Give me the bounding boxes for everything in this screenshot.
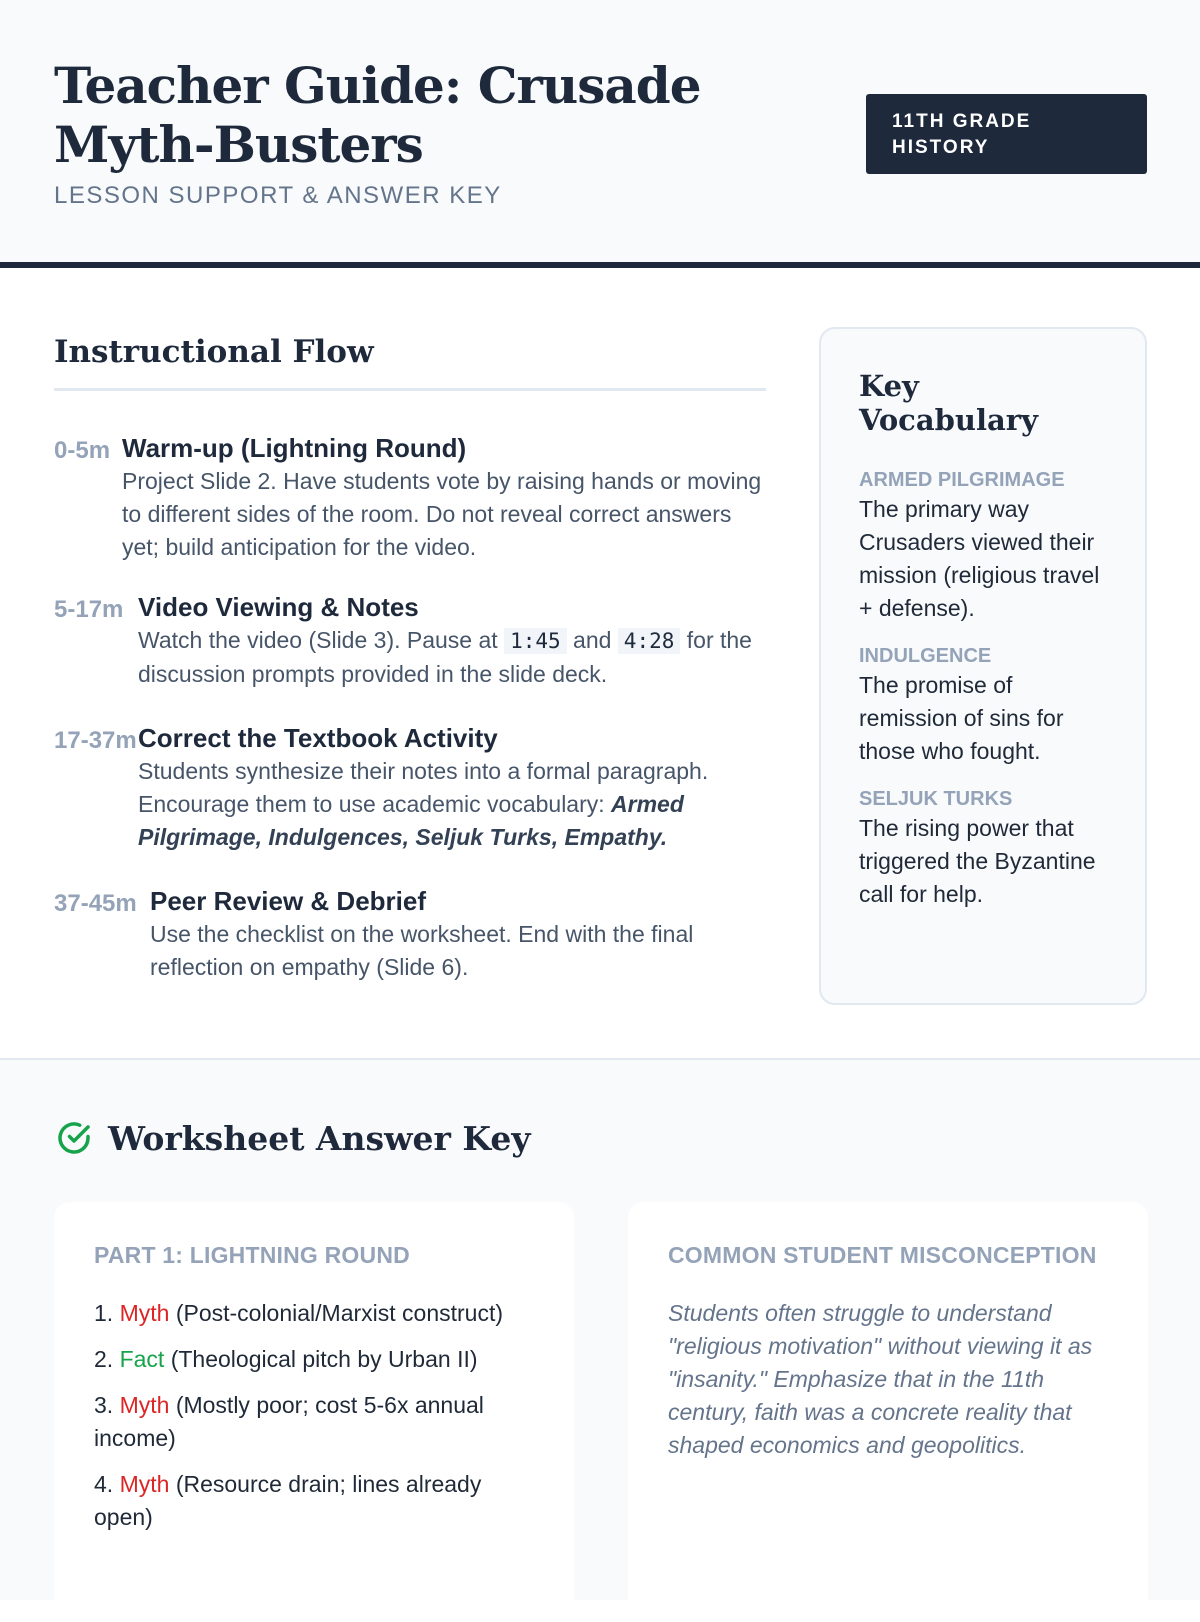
- page-header: [0, 0, 1200, 268]
- vocab-definition: The rising power that triggered the Byzantine call for help.: [859, 815, 1096, 907]
- answer-key-heading: Worksheet Answer Key: [108, 1118, 531, 1158]
- vocab-heading: Key Vocabulary: [859, 369, 1038, 437]
- instructional-flow-heading: Instructional Flow: [54, 334, 374, 370]
- page-title: Teacher Guide: Crusade Myth-Busters: [54, 56, 701, 174]
- flow-title: Video Viewing & Notes: [138, 592, 419, 622]
- vocab-term: ARMED PILGRIMAGE: [859, 469, 1065, 491]
- answer-number: 2.: [94, 1346, 114, 1372]
- flow-item: [54, 721, 766, 854]
- vocab-entry: [859, 467, 1107, 625]
- flow-title: Warm-up (Lightning Round): [122, 433, 467, 463]
- flow-time: 37-45m: [54, 890, 137, 917]
- vocab-term: INDULGENCE: [859, 645, 992, 667]
- flow-title: Peer Review & Debrief: [150, 886, 427, 916]
- flow-description: Project Slide 2. Have students vote by raising hands or moving to different sides of the room. Do not reveal correct answers yet; build anticipation for the video.: [122, 468, 762, 560]
- vocab-emphasis: Armed Pilgrimage, Indulgences, Seljuk Turks, Empathy.: [138, 791, 684, 850]
- answer-note: (Post-colonial/Marxist construct): [175, 1300, 504, 1326]
- flow-description: Use the checklist on the worksheet. End with the final reflection on empathy (Slide 6).: [150, 921, 694, 980]
- answer-verdict: Myth: [119, 1300, 170, 1326]
- answer-item: [94, 1389, 534, 1455]
- vocab-term: SELJUK TURKS: [859, 788, 1013, 810]
- key-vocabulary-card: [819, 327, 1147, 1005]
- misconception-card: [628, 1202, 1148, 1622]
- card-label: COMMON STUDENT MISCONCEPTION: [668, 1242, 1097, 1268]
- answer-note: (Theological pitch by Urban II): [170, 1346, 478, 1372]
- vocab-entry: [859, 786, 1107, 911]
- timestamp-code: 1:45: [504, 628, 567, 654]
- card-label: PART 1: LIGHTNING ROUND: [94, 1242, 410, 1268]
- grade-badge: 11TH GRADE HISTORY: [866, 94, 1147, 174]
- answer-number: 3.: [94, 1392, 114, 1418]
- desc-text: Students synthesize their notes into a formal paragraph. Encourage them to use academic vocabulary:: [138, 758, 709, 817]
- flow-description: [138, 755, 766, 854]
- answer-note: (Mostly poor; cost 5-6x annual income): [94, 1392, 484, 1451]
- answer-number: 4.: [94, 1471, 114, 1497]
- answer-key-section: [0, 1058, 1200, 1600]
- heading-divider: [54, 388, 766, 391]
- vocab-definition: The primary way Crusaders viewed their mission (religious travel + defense).: [859, 496, 1100, 621]
- flow-description: [138, 624, 766, 691]
- timestamp-code: 4:28: [618, 628, 681, 654]
- check-circle-icon: [54, 1118, 94, 1158]
- desc-text: Watch the video (Slide 3). Pause at: [138, 627, 498, 653]
- desc-text: for the discussion prompts provided in the slide deck.: [138, 627, 752, 687]
- flow-item: [54, 884, 766, 984]
- flow-time: 17-37m: [54, 727, 137, 754]
- desc-text: and: [573, 627, 612, 653]
- answer-verdict: Myth: [119, 1471, 170, 1497]
- answer-item: [94, 1343, 534, 1376]
- answer-key-heading-row: [54, 1118, 531, 1158]
- lightning-round-answers-card: [54, 1202, 574, 1622]
- flow-item: [54, 431, 766, 564]
- answer-note: (Resource drain; lines already open): [94, 1471, 482, 1530]
- answer-verdict: Myth: [119, 1392, 170, 1418]
- flow-time: 0-5m: [54, 437, 111, 464]
- vocab-entry: [859, 643, 1107, 768]
- answer-item: [94, 1468, 534, 1534]
- vocab-definition: The promise of remission of sins for those who fought.: [859, 672, 1064, 764]
- answer-item: [94, 1297, 534, 1330]
- answer-number: 1.: [94, 1300, 114, 1326]
- flow-title: Correct the Textbook Activity: [138, 723, 498, 753]
- flow-time: 5-17m: [54, 596, 124, 623]
- instructional-flow-section: [54, 326, 766, 984]
- page-subtitle: LESSON SUPPORT & ANSWER KEY: [54, 182, 502, 209]
- flow-item: [54, 590, 766, 691]
- answer-verdict: Fact: [119, 1346, 165, 1372]
- misconception-text: Students often struggle to understand "religious motivation" without viewing it as "insanity." Emphasize that in the 11th century, faith was a concrete reality that shaped economics and geopolitics.: [668, 1300, 1093, 1458]
